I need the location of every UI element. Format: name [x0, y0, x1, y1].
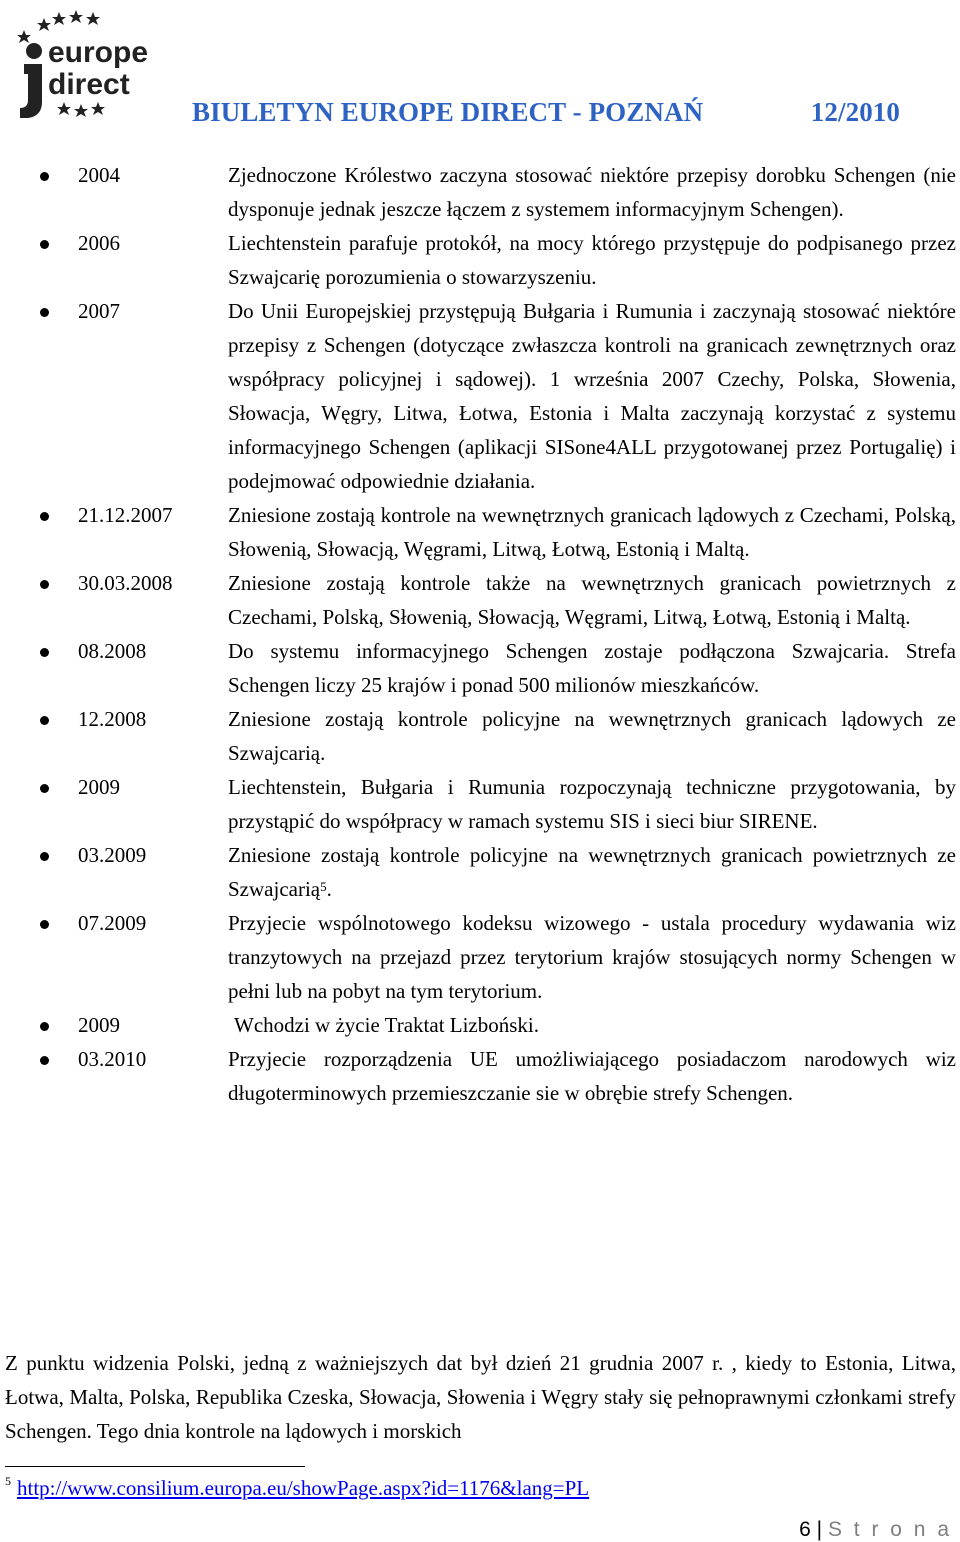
logo-star	[74, 104, 88, 117]
logo-star	[86, 12, 100, 25]
bullet-icon	[40, 716, 49, 725]
timeline-date: 2006	[78, 231, 120, 255]
timeline-item	[0, 702, 960, 770]
timeline-text-content: Liechtenstein, Bułgaria i Rumunia rozpoczynają techniczne przygotowania, by przystąpić do współpracy w ramach systemu SIS i sieci biur SIRENE.	[228, 775, 956, 833]
timeline-item	[0, 498, 960, 566]
header-title: BIULETYN EUROPE DIRECT - POZNAŃ	[192, 97, 704, 127]
bullet-icon	[40, 784, 49, 793]
bullet-icon	[40, 648, 49, 657]
timeline-item	[0, 634, 960, 702]
footnote	[5, 1476, 589, 1501]
logo-star	[52, 12, 66, 25]
timeline-text-content: Zniesione zostają kontrole na wewnętrznych granicach lądowych z Czechami, Polską, Słowenią, Słowacją, Węgrami, Litwą, Łotwą, Estonią i Maltą.	[228, 503, 956, 561]
footnote-link[interactable]: http://www.consilium.europa.eu/showPage.aspx?id=1176&lang=PL	[17, 1476, 590, 1500]
timeline-text	[228, 158, 956, 226]
timeline-date: 12.2008	[78, 707, 147, 731]
page-number: 6	[799, 1518, 811, 1541]
timeline-text-content: Do Unii Europejskiej przystępują Bułgaria i Rumunia i zaczynają stosować niektóre przepisy z Schengen (dotyczące zwłaszcza kontroli na granicach zewnętrznych oraz współpracy policyjnej i sądowej). 1 września 2007 Czechy, Polska, Słowenia, Słowacja, Węgry, Litwa, Łotwa, Estonia i Malta zaczynają korzystać z systemu informacyjnego Schengen (aplikacji SISone4ALL przygotowanej przez Portugalię) i podejmować odpowiednie działania.	[228, 299, 956, 493]
timeline-text	[228, 498, 956, 566]
timeline-text	[228, 226, 956, 294]
timeline-text	[228, 1008, 956, 1042]
timeline-text-content: Zjednoczone Królestwo zaczyna stosować niektóre przepisy dorobku Schengen (nie dysponuje jednak jeszcze łączem z systemem informacyjnym Schengen).	[228, 163, 956, 221]
timeline-text	[228, 566, 956, 634]
timeline-item	[0, 158, 960, 226]
logo-star	[91, 102, 105, 115]
timeline-text-content: Przyjecie wspólnotowego kodeksu wizowego - ustala procedury wydawania wiz tranzytowych na przejazd przez terytorium krajów stosujących normy Schengen w pełni lub na pobyt na tym terytorium.	[228, 911, 956, 1003]
timeline-text-content: Zniesione zostają kontrole policyjne na wewnętrznych granicach powietrznych ze Szwajcarią	[228, 843, 956, 901]
footnote-number: 5	[5, 1474, 11, 1488]
page-separator: |	[816, 1518, 823, 1541]
bullet-icon	[40, 512, 49, 521]
timeline-item	[0, 294, 960, 498]
bullet-icon	[40, 308, 49, 317]
timeline-text	[228, 634, 956, 702]
bullet-icon	[40, 920, 49, 929]
timeline-text	[228, 906, 956, 1008]
page-number-footer	[799, 1518, 952, 1542]
footnote-divider	[5, 1466, 305, 1467]
bullet-icon	[40, 852, 49, 861]
timeline-item	[0, 226, 960, 294]
timeline-text	[228, 702, 956, 770]
bullet-icon	[40, 1022, 49, 1031]
header-issue: 12/2010	[810, 97, 900, 127]
timeline-date: 2009	[78, 775, 120, 799]
timeline-date: 30.03.2008	[78, 571, 173, 595]
bullet-icon	[40, 580, 49, 589]
timeline-text	[228, 838, 956, 906]
footnote-reference[interactable]: 5	[320, 879, 327, 894]
timeline-text-content: Do systemu informacyjnego Schengen zostaje podłączona Szwajcaria. Strefa Schengen liczy 25 krajów i ponad 500 milionów mieszkańców.	[228, 639, 956, 697]
timeline-text-tail: .	[326, 877, 332, 901]
timeline-text-content: Wchodzi w życie Traktat Lizboński.	[234, 1013, 540, 1037]
timeline-text	[228, 1042, 956, 1110]
timeline-text-content: Przyjecie rozporządzenia UE umożliwiającego posiadaczom narodowych wiz długoterminowych przemieszczanie sie w obrębie strefy Schengen.	[228, 1047, 956, 1105]
timeline-item	[0, 566, 960, 634]
timeline-text	[228, 294, 956, 498]
timeline-item	[0, 838, 960, 906]
timeline-date: 03.2010	[78, 1047, 147, 1071]
body-paragraph: Z punktu widzenia Polski, jedną z ważniejszych dat był dzień 21 grudnia 2007 r. , kiedy to Estonia, Litwa, Łotwa, Malta, Polska, Republika Czeska, Słowacja, Słowenia i Węgry stały się pełnoprawnymi członkami strefy Schengen. Tego dnia kontrole na lądowych i morskich	[5, 1351, 956, 1443]
timeline-date: 03.2009	[78, 843, 147, 867]
timeline-text-content: Zniesione zostają kontrole policyjne na wewnętrznych granicach lądowych ze Szwajcarią.	[228, 707, 956, 765]
bullet-icon	[40, 240, 49, 249]
timeline-date: 2009	[78, 1013, 120, 1037]
timeline-item	[0, 906, 960, 1008]
timeline-date: 07.2009	[78, 911, 147, 935]
europe-direct-logo	[6, 4, 156, 126]
timeline-date: 21.12.2007	[78, 503, 173, 527]
schengen-timeline	[0, 158, 960, 1110]
logo-star	[69, 10, 83, 23]
timeline-item	[0, 770, 960, 838]
logo-text-direct: direct	[48, 68, 130, 101]
logo-star	[17, 30, 31, 43]
timeline-text-content: Zniesione zostają kontrole także na wewnętrznych granicach powietrznych z Czechami, Polską, Słowenią, Słowacją, Węgrami, Litwą, Łotwą, Estonią i Maltą.	[228, 571, 956, 629]
page-header	[192, 97, 900, 128]
timeline-text	[228, 770, 956, 838]
logo-star	[57, 102, 71, 115]
logo-star	[37, 18, 51, 31]
bullet-icon	[40, 1056, 49, 1065]
bullet-icon	[40, 172, 49, 181]
timeline-date: 2004	[78, 163, 120, 187]
timeline-text-content: Liechtenstein parafuje protokół, na mocy którego przystępuje do podpisanego przez Szwajcarię porozumienia o stowarzyszeniu.	[228, 231, 956, 289]
timeline-date: 2007	[78, 299, 120, 323]
page-label: S t r o n a	[827, 1518, 952, 1541]
logo-text-europe: europe	[48, 36, 149, 69]
timeline-item	[0, 1042, 960, 1110]
timeline-item	[0, 1008, 960, 1042]
timeline-date: 08.2008	[78, 639, 147, 663]
